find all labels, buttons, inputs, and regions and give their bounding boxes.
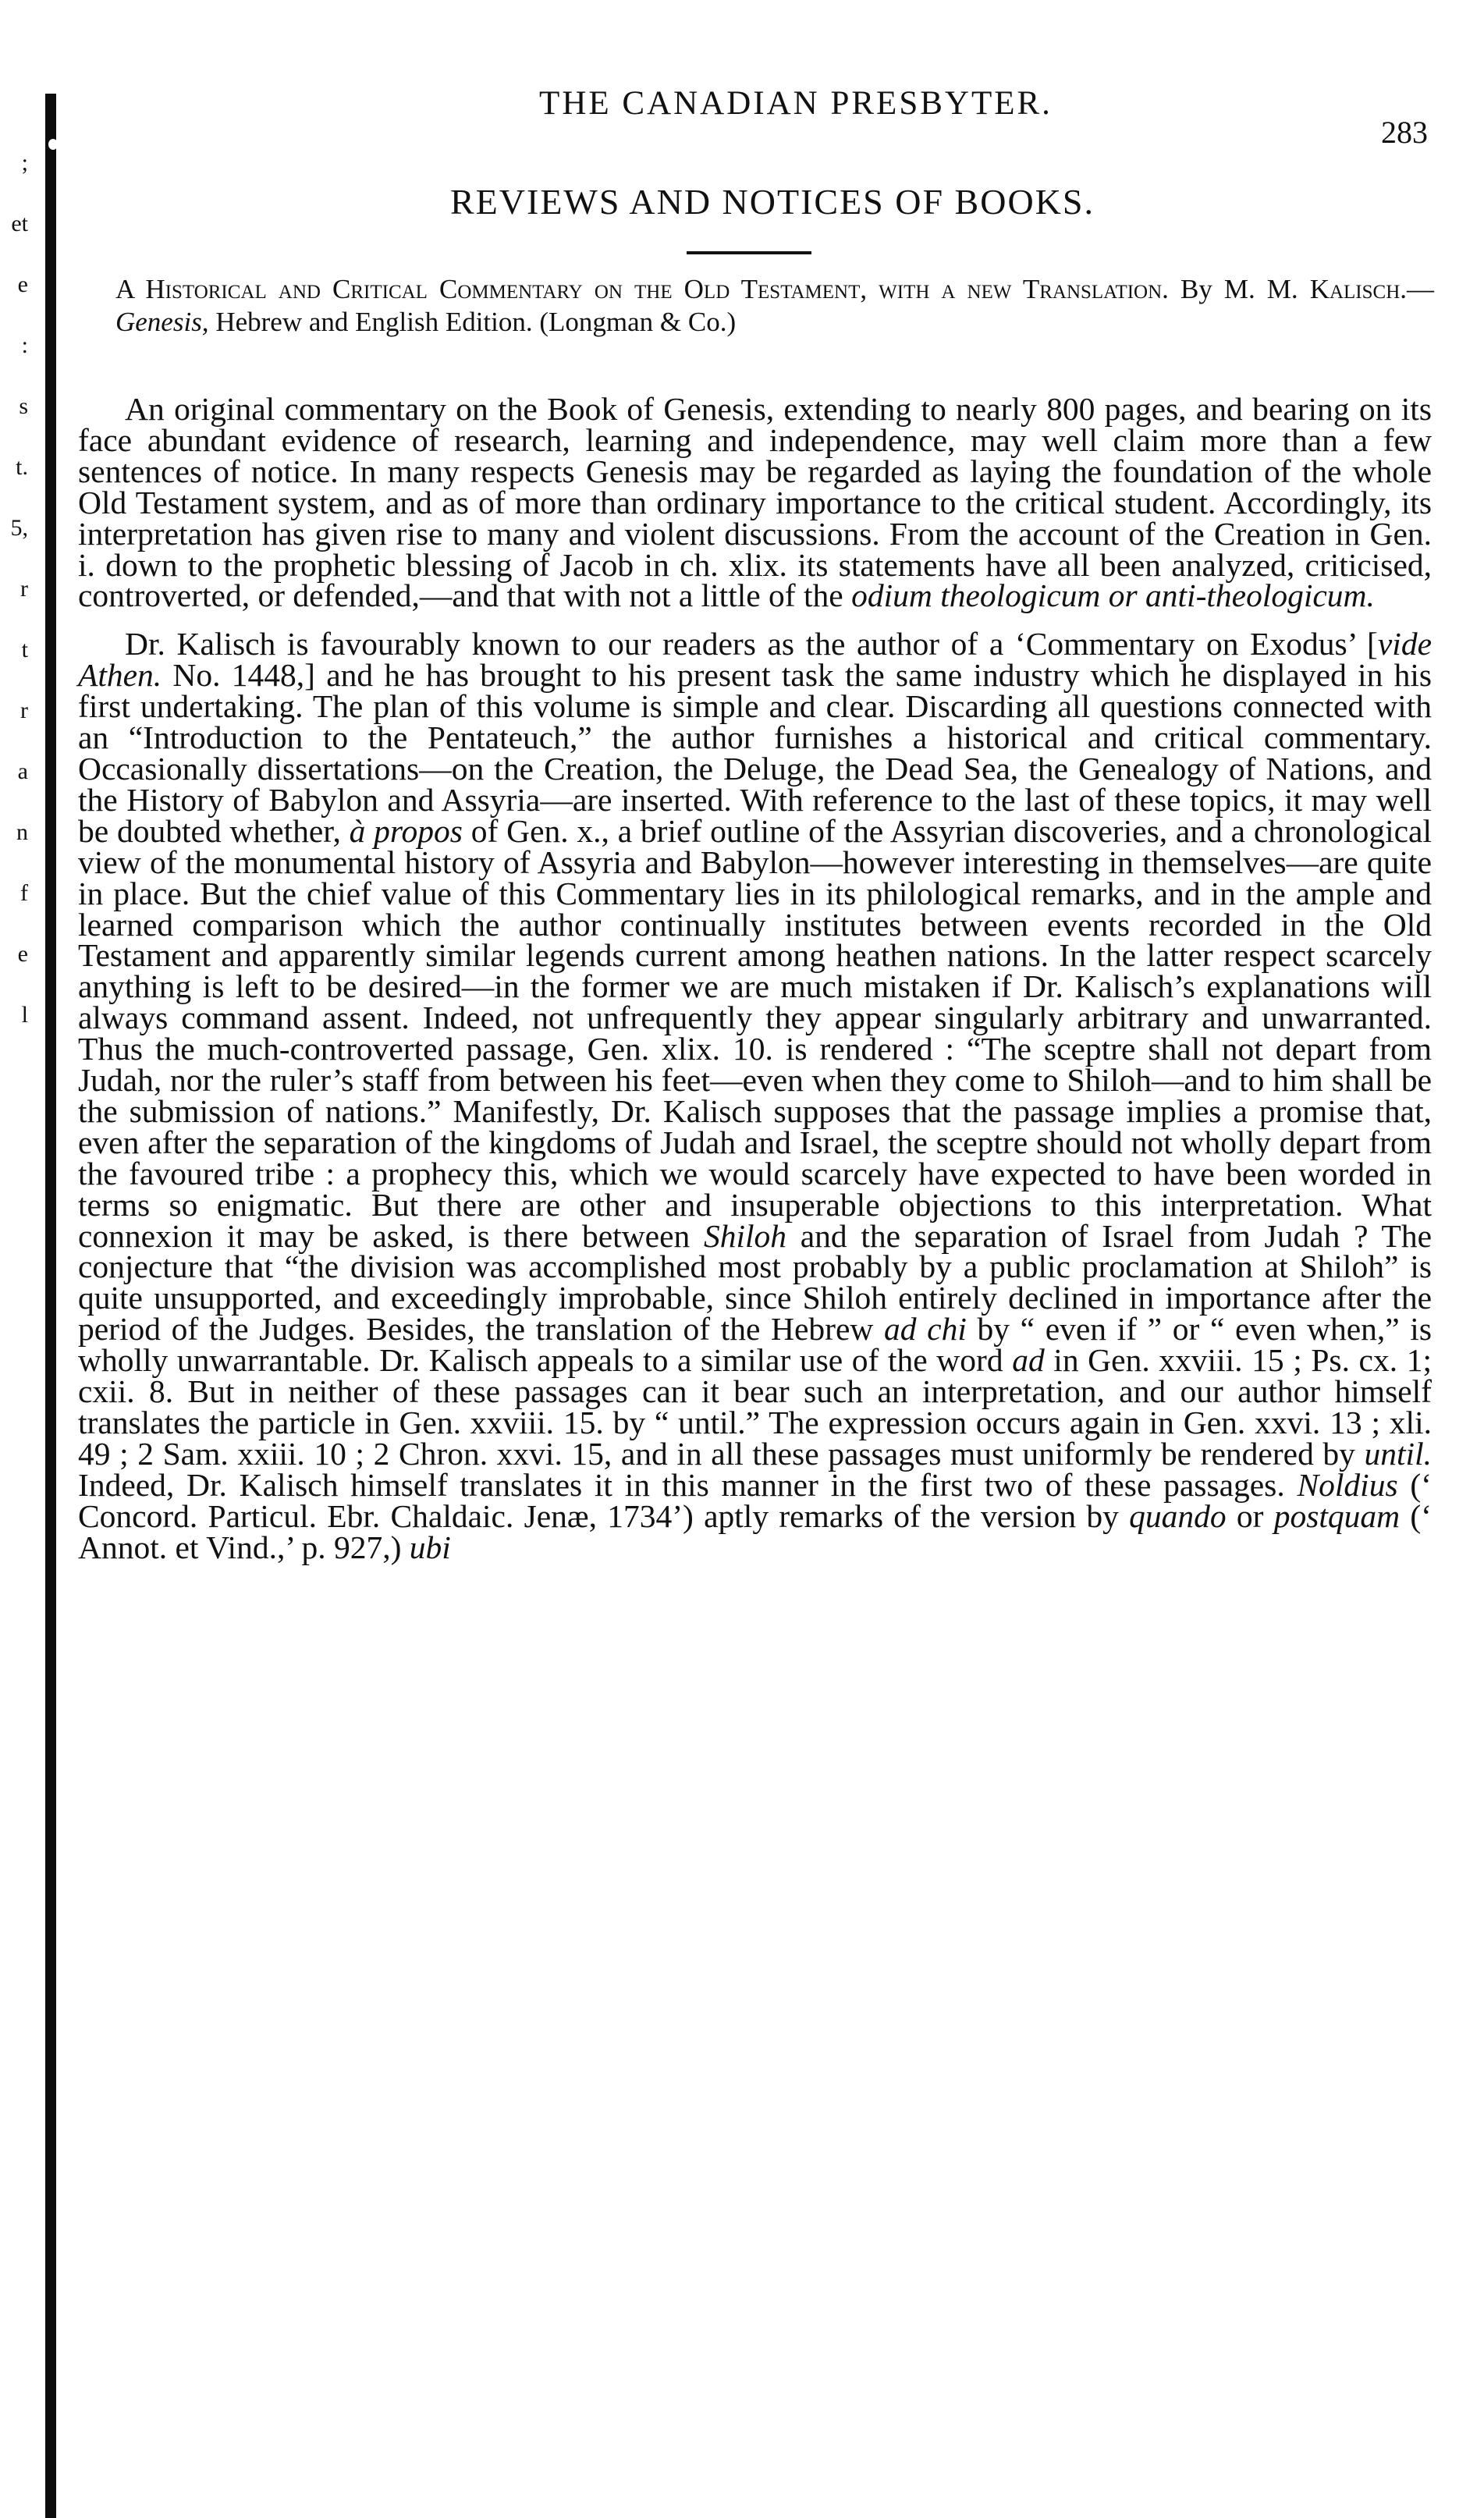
review-paragraph [78,391,1432,614]
text-run: by “ even if ” or “ even when,” is wholly unwarrantable. Dr. Kalisch appeals to a similar use of the word [78,1311,1432,1379]
review-paragraph [78,626,1433,1565]
text-run: No. 1448,] and he has brought to his present task the same industry which he displayed in his first undertaking. The plan of this volume is simple and clear. Discarding all questions connected with an “Introduction to the Pentateuch,” the author furnishes a historical and critical commentary. Occasionally dissertations—on the Creation, the Deluge, the Dead Sea, the Genealogy of Nations, and the History of Babylon and Assyria—are inserted. With reference to the last of these topics, it may well be doubted whether, [78,657,1432,849]
citation-edition-title: Genesis, [115,307,209,337]
margin-fragment: : [21,332,28,358]
text-run: of Gen. x., a brief outline of the Assyrian discoveries, and a chronological view of the monumental history of Assyria and Babylon—however interesting in themselves—are quite in place. But the chief value of this Commentary lies in its philological remarks, and in the ample and learned comparison which the author continually institutes between events recorded in the Old Testament and apparently similar legends current among heathen nations. In the latter respect scarcely anything is left to be desired—in the former we are much mistaken if Dr. Kalisch’s explanations will always command assent. Indeed, not unfrequently they appear singularly arbitrary and unwarranted. Thus the much-controverted passage, Gen. xlix. 10. is rendered : “The sceptre shall not depart from Judah, nor the ruler’s staff from between his feet—even when they come to Shiloh—and to him shall be the submission of nations.” Manifestly, Dr. Kalisch supposes that the passage implies a promise that, even after the separation of the kingdoms of Judah and Israel, the sceptre should not wholly depart from the favoured tribe : a prophecy this, which we would scarcely have expected to have been worded in terms so enigmatic. But there are other and insuperable objections to this interpretation. What connexion it may be asked, is there between [78,812,1432,1254]
italic-run: Noldius [1297,1466,1398,1503]
margin-fragment: 5, [10,515,28,541]
page-header [117,84,1428,150]
margin-fragment: s [19,393,28,419]
margin-fragment: n [16,819,28,845]
text-run: (‘ Concord. Particul. Ebr. Chaldaic. Jenæ, 1734’) aptly remarks of the version by [78,1466,1433,1534]
italic-run: Shiloh [703,1217,787,1254]
margin-fragment: e [17,941,28,967]
citation-by: By [1180,274,1212,304]
margin-fragment: r [20,576,28,602]
italic-run: odium theologicum or anti-theologicum. [851,577,1375,614]
margin-fragment: ; [21,150,28,176]
facing-page-margin-fragments [0,133,31,1046]
gutter-dot [48,139,58,150]
italic-run: à propos [349,812,463,849]
book-citation [115,273,1434,339]
running-head: THE CANADIAN PRESBYTER. [539,85,1053,122]
text-run: Dr. Kalisch is favourably known to our readers as the author of a ‘Commentary on Exodus’ [ [125,626,1378,662]
margin-fragment: et [11,211,28,236]
margin-fragment: e [17,272,28,297]
italic-run: postquam [1273,1497,1401,1534]
margin-fragment: f [20,880,28,906]
section-title: REVIEWS AND NOTICES OF BOOKS. [450,182,1095,222]
text-run: (‘ Annot. et Vind.,’ p. 927,) [78,1497,1432,1565]
italic-run: ad [1012,1342,1045,1379]
italic-run: ubi [409,1529,451,1565]
citation-publisher: (Longman & Co.) [532,307,737,337]
italic-run: until. [1364,1435,1432,1472]
text-run: in Gen. xxviii. 15 ; Ps. cx. 1; cxii. 8. But in neither of these passages can it bear such an interpretation, and our author himself translates the particle in Gen. xxviii. 15. by “ until.” The expression occurs again in Gen. xxvi. 13 ; xli. 49 ; 2 Sam. xxiii. 10 ; 2 Chron. xxvi. 15, and in all these passages must uniformly be rendered by [78,1342,1432,1472]
margin-fragment: t. [16,454,28,480]
text-run: or [1226,1497,1274,1534]
italic-run: quando [1129,1497,1227,1534]
margin-fragment: t [21,637,28,662]
page-number: 283 [1381,115,1428,150]
citation-work-title: A Historical and Critical Commentary on the Old Testament, with a new Translation. [115,274,1169,304]
page-gutter-rule [45,94,56,2518]
text-run: Indeed, Dr. Kalisch himself translates it in this manner in the first two of these passages. [78,1466,1298,1503]
text-run: An original commentary on the Book of Genesis, extending to nearly 800 pages, and bearing on its face abundant evidence of research, learning and independence, may well claim more than a few sentences of notice. In many respects Genesis may be regarded as laying the foundation of the whole Old Testament system, and as of more than ordinary importance to the critical student. Accordingly, its interpretation has given rise to many and violent discussions. From the account of the Creation in Gen. i. down to the prophetic blessing of Jacob in ch. xlix. its statements have all been analyzed, criticised, controverted, or defended,—and that with not a little of the [78,391,1432,614]
citation-dash: — [1407,274,1434,304]
margin-fragment: l [21,1002,28,1028]
margin-fragment: r [20,698,28,723]
citation-edition-rest: Hebrew and English Edition. [208,307,533,337]
italic-run: ad chi [884,1311,967,1348]
review-body [78,391,1433,1581]
citation-author: M. M. Kalisch. [1223,274,1407,304]
italic-run: vide Athen. [78,626,1432,694]
text-run: and the separation of Israel from Judah ? The conjecture that “the division was accomplished most probably by a public proclamation at Shiloh” is quite unsupported, and exceedingly improbable, since Shiloh entirely declined in importance after the period of the Judges. Besides, the translation of the Hebrew [78,1217,1432,1348]
title-divider [687,251,811,254]
margin-fragment: a [17,758,28,784]
